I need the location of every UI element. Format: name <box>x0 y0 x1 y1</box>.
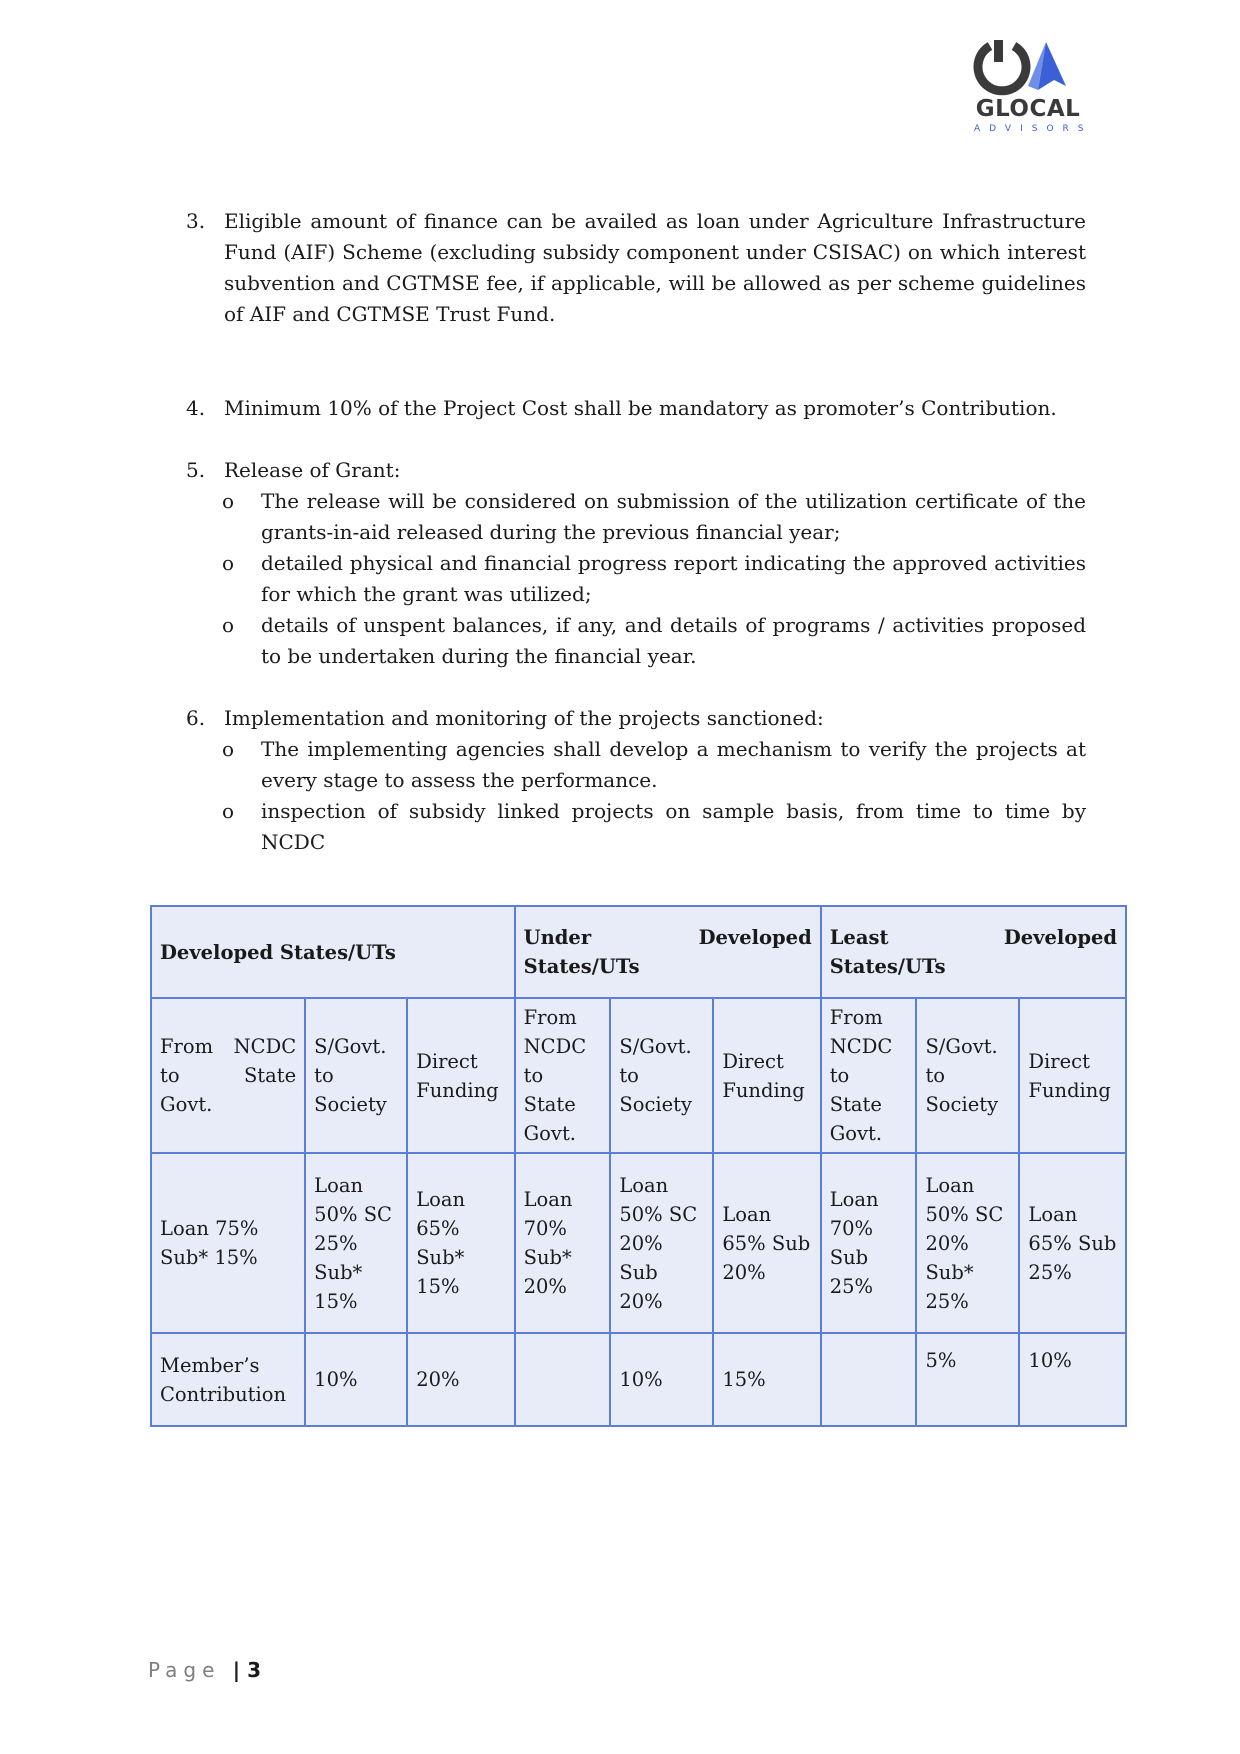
table-cell: S/Govt. to Society <box>916 998 1019 1153</box>
bullet-text: The release will be considered on submission of the utilization certificate of the grants-in-aid released during the previous financial year; <box>261 489 1086 544</box>
page-label: Page <box>148 1658 221 1682</box>
table-cell: 10% <box>610 1333 713 1426</box>
table-header-row <box>151 906 1126 998</box>
table-cell: S/Govt. to Society <box>305 998 407 1153</box>
table-cell: From NCDC to State Govt. <box>821 998 917 1153</box>
table-cell: 10% <box>1019 1333 1126 1426</box>
group-header-developed: Developed States/UTs <box>151 906 515 998</box>
table-cell: Loan 75% Sub* 15% <box>151 1153 305 1333</box>
table-cell: Loan 70% Sub 25% <box>821 1153 917 1333</box>
item-number: 4. <box>186 396 206 420</box>
monitor-bullet <box>186 796 1086 858</box>
list-item-4 <box>186 393 1086 424</box>
bullet-mark: o <box>222 613 235 637</box>
table-cell: Loan 70% Sub* 20% <box>515 1153 611 1333</box>
table-cell: 5% <box>916 1333 1019 1426</box>
group-header-least-developed: Least Developed States/UTs <box>821 906 1126 998</box>
grant-bullet <box>186 486 1086 548</box>
bullet-mark: o <box>222 737 235 761</box>
bullet-text: details of unspent balances, if any, and details of programs / activities proposed to be undertaken during the financial year. <box>261 613 1086 668</box>
bullet-mark: o <box>222 799 235 823</box>
table-cell: From NCDC to State Govt. <box>515 998 611 1153</box>
table-cell <box>821 1333 917 1426</box>
logo-tagline: ADVISORS <box>974 124 1093 134</box>
table-cell: Loan 65% Sub 25% <box>1019 1153 1126 1333</box>
table-cell: 20% <box>407 1333 514 1426</box>
table-cell: Member’s Contribution <box>151 1333 305 1426</box>
item-number: 5. <box>186 458 206 482</box>
table-subheader-row <box>151 998 1126 1153</box>
table-cell <box>515 1333 611 1426</box>
table-row-funding <box>151 1153 1126 1333</box>
grant-bullet <box>186 548 1086 610</box>
table-cell: 10% <box>305 1333 407 1426</box>
page-separator: | <box>232 1658 241 1682</box>
bullet-mark: o <box>222 551 235 575</box>
monitor-bullet <box>186 734 1086 796</box>
bullet-text: The implementing agencies shall develop a mechanism to verify the projects at every stage to assess the performance. <box>261 737 1086 792</box>
table-cell: Loan 50% SC 20% Sub 20% <box>610 1153 713 1333</box>
item-text: Eligible amount of finance can be availed as loan under Agriculture Infrastructure Fund (AIF) Scheme (excluding subsidy component under CSISAC) on which interest subvention and CGTMSE fee, if applicable, will be allowed as per scheme guidelines of AIF and CGTMSE Trust Fund. <box>224 209 1086 326</box>
table-cell: S/Govt. to Society <box>610 998 713 1153</box>
table-cell: Direct Funding <box>713 998 820 1153</box>
table-row-contribution <box>151 1333 1126 1426</box>
table-cell: Direct Funding <box>407 998 514 1153</box>
table-cell: From NCDC to State Govt. <box>151 998 305 1153</box>
funding-pattern-table <box>150 905 1127 1427</box>
table-cell: Loan 65% Sub* 15% <box>407 1153 514 1333</box>
list-item-5 <box>186 455 1086 486</box>
table-cell: 15% <box>713 1333 820 1426</box>
item-number: 6. <box>186 706 206 730</box>
page-footer <box>148 1658 261 1682</box>
table-cell: Loan 50% SC 25% Sub* 15% <box>305 1153 407 1333</box>
group-header-under-developed: Under Developed States/UTs <box>515 906 821 998</box>
logo-name: GLOCAL <box>975 96 1081 122</box>
table-cell: Loan 65% Sub 20% <box>713 1153 820 1333</box>
bullet-text: detailed physical and financial progress report indicating the approved activities for which the grant was utilized; <box>261 551 1086 606</box>
glocal-logo-icon <box>968 38 1088 96</box>
item-text: Implementation and monitoring of the projects sanctioned: <box>224 706 824 730</box>
bullet-mark: o <box>222 489 235 513</box>
table-cell: Direct Funding <box>1019 998 1126 1153</box>
page-number: 3 <box>247 1658 261 1682</box>
table-cell: Loan 50% SC 20% Sub* 25% <box>916 1153 1019 1333</box>
list-item-3 <box>186 206 1086 330</box>
item-text: Release of Grant: <box>224 458 401 482</box>
main-content <box>186 206 1086 858</box>
item-text: Minimum 10% of the Project Cost shall be mandatory as promoter’s Contribution. <box>224 396 1057 420</box>
list-item-6 <box>186 703 1086 734</box>
item-number: 3. <box>186 209 206 233</box>
grant-bullet <box>186 610 1086 672</box>
bullet-text: inspection of subsidy linked projects on sample basis, from time to time by NCDC <box>261 799 1086 854</box>
glocal-logo <box>968 38 1093 138</box>
